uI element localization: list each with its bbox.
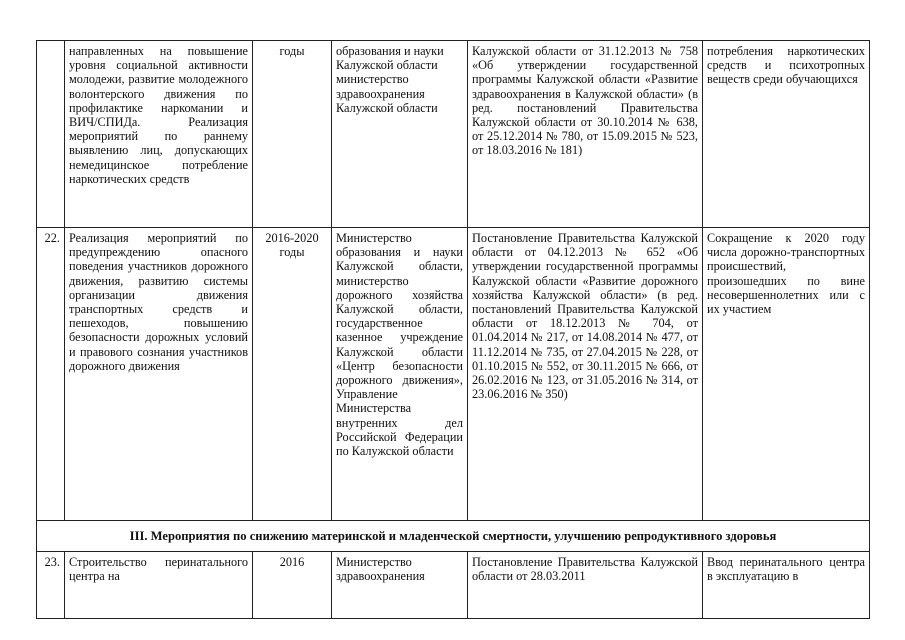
- result-cell: Ввод перинатального центра в эксплуатацию в: [703, 552, 870, 619]
- executors-cell: образования и науки Калужской области министерство здравоохранения Калужской области: [332, 41, 468, 228]
- period-cell: годы: [253, 41, 332, 228]
- table-row: [37, 228, 870, 521]
- row-number-cell: [37, 41, 65, 228]
- result-cell: Сокращение к 2020 году числа дорожно-транспортных происшествий, произошедших по вине несовершеннолетних или с их участием: [703, 228, 870, 521]
- table-row: [37, 41, 870, 228]
- period-cell: 2016-2020 годы: [253, 228, 332, 521]
- activity-cell: направленных на повышение уровня социальной активности молодежи, развитие молодежного волонтерского движения по профилактике наркомании и ВИЧ/СПИДа. Реализация мероприятий по раннему выявлению лиц, допускающих немедицинское потребление наркотических средств: [65, 41, 253, 228]
- result-cell: потребления наркотических средств и психотропных веществ среди обучающихся: [703, 41, 870, 228]
- table-row: [37, 552, 870, 619]
- executors-cell: Министерство образования и науки Калужской области, министерство дорожного хозяйства Калужской области, государственное казенное учреждение Калужской области «Центр безопасности дорожного движения», Управление Министерства внутренних дел Российской Федерации по Калужской области: [332, 228, 468, 521]
- activities-table: [36, 40, 870, 619]
- activity-cell: Реализация мероприятий по предупреждению опасного поведения участников дорожного движения, развитию системы организации движения транспортных средств и пешеходов, повышению безопасности дорожных условий и правового сознания участников дорожного движения: [65, 228, 253, 521]
- section-heading-row: [37, 521, 870, 552]
- basis-cell: Постановление Правительства Калужской области от 28.03.2011: [468, 552, 703, 619]
- activity-cell: Строительство перинатального центра на: [65, 552, 253, 619]
- section-heading: III. Мероприятия по снижению материнской и младенческой смертности, улучшению репродуктивного здоровья: [37, 521, 870, 552]
- executors-cell: Министерство здравоохранения: [332, 552, 468, 619]
- row-number-cell: 22.: [37, 228, 65, 521]
- basis-cell: Постановление Правительства Калужской области от 04.12.2013 № 652 «Об утверждении государственной программы Калужской области «Развитие дорожного хозяйства Калужской области» (в ред. постановлений Правительства Калужской области от 18.12.2013 № 704, от 01.04.2014 № 217, от 14.08.2014 № 477, от 11.12.2014 № 735, от 27.04.2015 № 228, от 01.10.2015 № 552, от 30.11.2015 № 666, от 26.02.2016 № 123, от 31.05.2016 № 314, от 23.06.2016 № 350): [468, 228, 703, 521]
- row-number-cell: 23.: [37, 552, 65, 619]
- basis-cell: Калужской области от 31.12.2013 № 758 «Об утверждении государственной программы Калужской области «Развитие здравоохранения в Калужской области» (в ред. постановлений Правительства Калужской области от 30.10.2014 № 638, от 25.12.2014 № 780, от 15.09.2015 № 523, от 18.03.2016 № 181): [468, 41, 703, 228]
- period-cell: 2016: [253, 552, 332, 619]
